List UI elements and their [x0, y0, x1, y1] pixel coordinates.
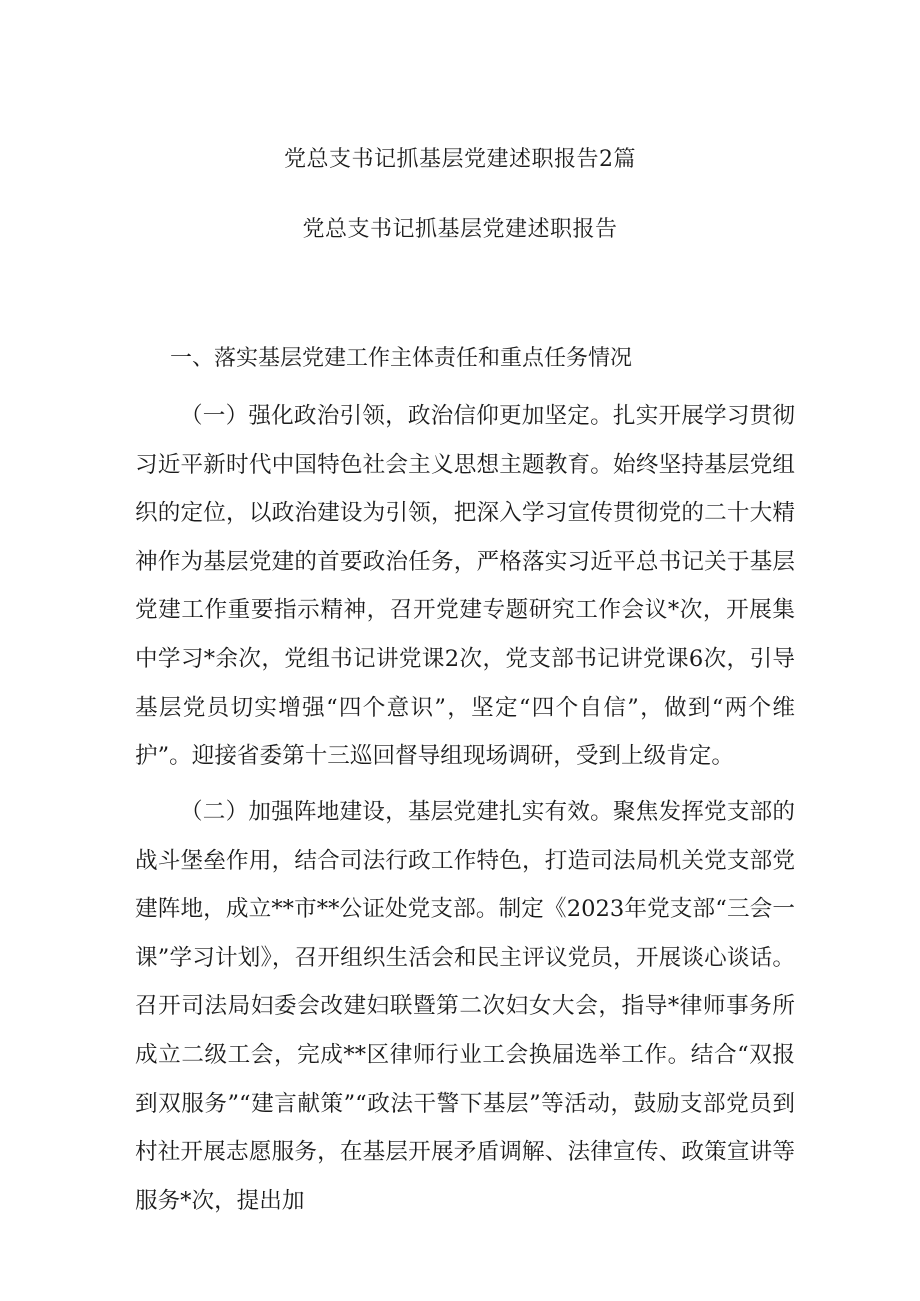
paragraph-political-leadership: （一）强化政治引领，政治信仰更加坚定。扎实开展学习贯彻习近平新时代中国特色社会主义思想主题教育。始终坚持基层党组织的定位，以政治建设为引领，把深入学习宣传贯彻党的二十大精神作为基层党建的首要政治任务，严格落实习近平总书记关于基层党建工作重要指示精神，召开党建专题研究工作会议*次，开展集中学习*余次，党组书记讲党课2次，党支部书记讲党课6次，引导基层党员切实增强“四个意识”，坚定“四个自信”，做到“两个维护”。迎接省委第十三巡回督导组现场调研，受到上级肯定。 — [135, 403, 795, 770]
document-title: 党总支书记抓基层党建述职报告2篇 — [284, 147, 636, 172]
document-subtitle: 党总支书记抓基层党建述职报告 — [302, 217, 618, 242]
paragraph-position-building: （二）加强阵地建设，基层党建扎实有效。聚焦发挥党支部的战斗堡垒作用，结合司法行政工作特色，打造司法局机关党支部党建阵地，成立**市**公证处党支部。制定《2023年党支部“三会一课”学习计划》，召开组织生活会和民主评议党员，开展谈心谈话。召开司法局妇委会改建妇联暨第二次妇女大会，指导*律师事务所成立二级工会，完成**区律师行业工会换届选举工作。结合“双报到双服务”“建言献策”“政法干警下基层”等活动，鼓励支部党员到村社开展志愿服务，在基层开展矛盾调解、法律宣传、政策宣讲等服务*次，提出加 — [135, 799, 795, 1214]
section-heading: 一、落实基层党建工作主体责任和重点任务情况 — [170, 346, 633, 371]
